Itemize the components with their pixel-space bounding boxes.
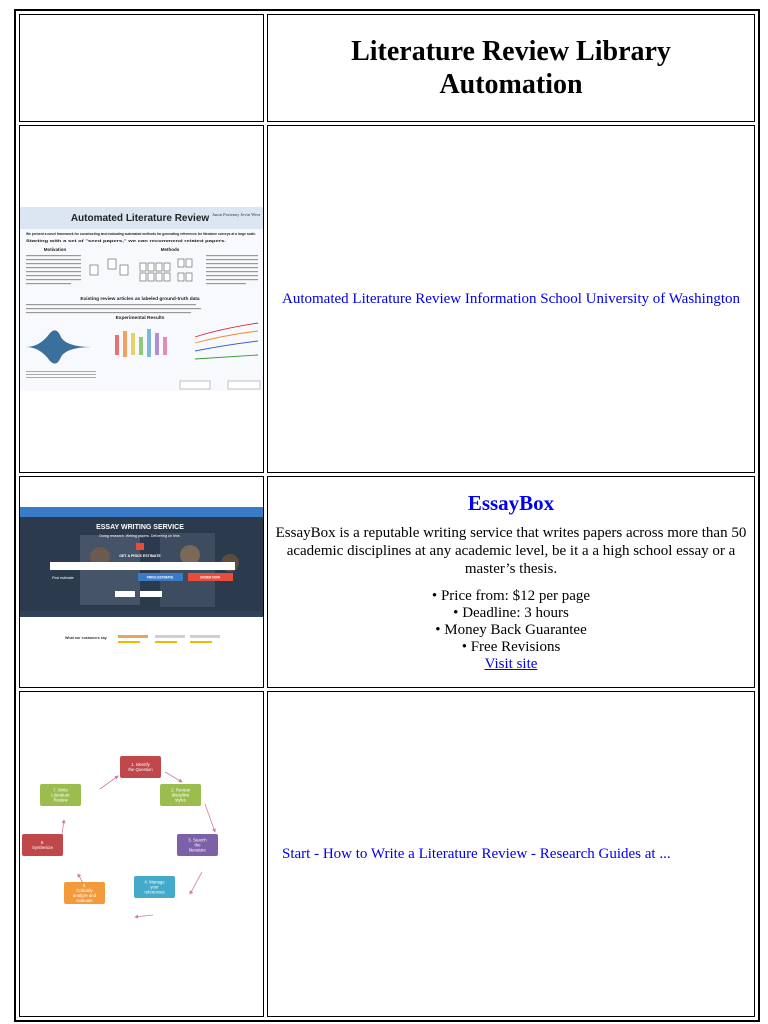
poster-title: Automated Literature Review	[70, 213, 210, 224]
cycle-step-label: literature	[189, 847, 206, 853]
cycle-step-label: evaluate	[76, 898, 93, 903]
cycle-step-label: 6.	[40, 840, 45, 845]
header-title-cell	[267, 14, 755, 122]
cycle-step-4	[134, 876, 175, 898]
essaybox-banner-tagline: Doing research. Writing papers. Delivering on time.	[99, 534, 181, 538]
cycle-step-label: Literature	[51, 792, 70, 798]
literature-review-cycle-diagram[interactable]	[20, 754, 263, 954]
poster-methods-heading: Methods	[160, 247, 180, 252]
cycle-step-label: Synthesize	[31, 845, 54, 850]
poster-bullet2: Starting with a set of "seed papers," we can recommend related papers.	[26, 239, 226, 243]
cycle-step-label: 1. Identify	[131, 762, 150, 767]
essaybox-banner-image[interactable]	[20, 507, 263, 657]
automated-review-poster-image[interactable]	[20, 207, 263, 391]
poster-image-cell	[19, 125, 264, 473]
essaybox-feature-deadline: • Deadline: 3 hours	[268, 605, 754, 622]
page-title-line1: Literature Review Library	[351, 36, 671, 67]
essaybox-banner-headline: ESSAY WRITING SERVICE	[96, 524, 184, 531]
header-empty-cell	[19, 14, 264, 122]
cycle-step-label: analyze and	[72, 893, 97, 898]
cycle-step-label: 4. Manage	[144, 879, 165, 885]
poster-authors: Jason Portenoy Jevin West	[212, 212, 260, 217]
poster-section3-heading: Experimental Results	[115, 316, 165, 321]
poster-link-cell	[267, 125, 755, 473]
page-title	[268, 35, 754, 101]
cycle-step-label: 2. Review	[171, 787, 190, 793]
cycle-step-label: styles	[175, 797, 186, 803]
cycle-step-7	[40, 784, 81, 806]
main-table	[14, 9, 760, 1022]
essaybox-description-text: EssayBox is a reputable writing service that writes papers across more than 50 academic disciplines at any academic level, be it a a high school essay or a master’s thesis.	[275, 525, 747, 577]
essaybox-description	[268, 524, 754, 578]
essaybox-features	[268, 588, 754, 656]
visit-site-link[interactable]: Visit site	[484, 656, 538, 672]
cycle-step-label: the	[194, 842, 201, 848]
cycle-step-label: Review	[53, 797, 68, 803]
page-title-line2: Automation	[439, 69, 583, 100]
cycle-step-5	[64, 882, 105, 904]
essaybox-info-cell	[267, 476, 755, 688]
cycle-step-1	[120, 756, 161, 778]
cycle-step-2	[160, 784, 201, 806]
essaybox-feature-revisions: • Free Revisions	[268, 639, 754, 656]
cycle-step-label: 7. Write	[53, 787, 68, 793]
cycle-step-label: references	[144, 889, 165, 895]
cycle-step-6	[22, 834, 63, 856]
automated-review-link[interactable]: Automated Literature Review Information School University of Washington	[282, 291, 740, 307]
essaybox-banner-btn1: PRICE ESTIMATE	[146, 575, 174, 580]
research-guide-link[interactable]: Start - How to Write a Literature Review - Research Guides at ...	[282, 846, 671, 862]
essaybox-feature-price: • Price from: $12 per page	[268, 588, 754, 605]
essaybox-feature-guarantee: • Money Back Guarantee	[268, 622, 754, 639]
cycle-step-label: discipline	[171, 792, 190, 798]
essaybox-image-cell	[19, 476, 264, 688]
poster-section2-heading: Existing review articles as labeled ground-truth data	[80, 297, 200, 302]
essaybox-banner-btn2: ORDER NOW	[199, 575, 221, 580]
guide-link-cell	[267, 691, 755, 1017]
cycle-step-label: 3. Search	[188, 837, 207, 843]
cycle-step-label: your	[150, 884, 159, 890]
essaybox-banner-price-label: First estimate	[52, 576, 74, 580]
cycle-diagram-cell	[19, 691, 264, 1017]
poster-bullet1: We present a novel framework for constructing and evaluating automated methods for generating references for literature surveys at a large scale.	[26, 232, 256, 236]
poster-motivation-heading: Motivation	[43, 247, 67, 252]
cycle-step-label: Critically	[76, 888, 93, 893]
cycle-step-label: the Question	[128, 767, 153, 772]
essaybox-banner-estimate: GET A PRICE ESTIMATE	[119, 554, 161, 558]
essaybox-title[interactable]: EssayBox	[467, 491, 555, 515]
cycle-step-label: 5.	[82, 883, 87, 888]
essaybox-banner-customers: What our customers say	[65, 636, 107, 640]
cycle-step-3	[177, 834, 218, 856]
